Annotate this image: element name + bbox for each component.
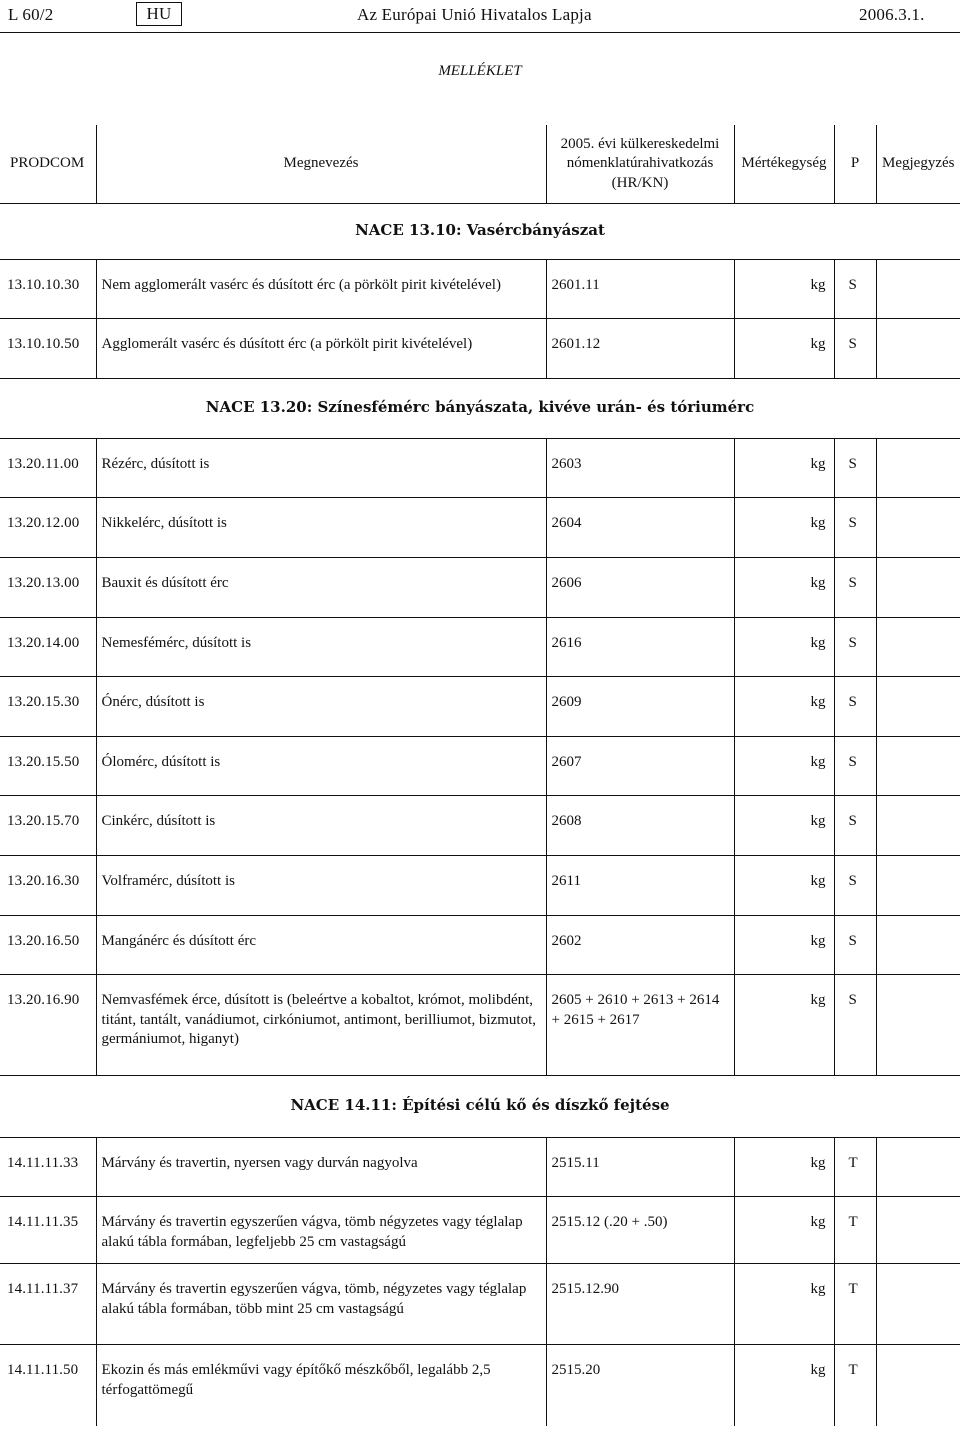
cell-cn: 2616 xyxy=(546,618,734,677)
cell-unit: kg xyxy=(734,618,834,677)
cell-unit: kg xyxy=(734,260,834,319)
page-reference: L 60/2 xyxy=(8,5,54,24)
section-cell xyxy=(0,379,960,439)
cell-p: S xyxy=(834,558,876,618)
table-row xyxy=(0,916,960,975)
table-row xyxy=(0,856,960,916)
section-cell xyxy=(0,1076,960,1138)
table-row xyxy=(0,1345,960,1426)
cell-unit: kg xyxy=(734,737,834,796)
section-title: NACE 14.11: Építési célú kő és díszkő fejtése xyxy=(290,1096,670,1115)
cell-unit: kg xyxy=(734,856,834,916)
cell-desc: Nem agglomerált vasérc és dúsított érc (a pörkölt pirit kivételével) xyxy=(96,260,546,319)
cell-note xyxy=(876,319,960,379)
section-row xyxy=(0,1076,960,1138)
table-row xyxy=(0,319,960,379)
page-header xyxy=(0,0,960,30)
cell-p: S xyxy=(834,975,876,1076)
cell-unit: kg xyxy=(734,1138,834,1197)
cell-p: S xyxy=(834,677,876,737)
annex-title: MELLÉKLET xyxy=(438,63,522,79)
cell-desc: Márvány és travertin, nyersen vagy durván nagyolva xyxy=(96,1138,546,1197)
cell-note xyxy=(876,856,960,916)
table-body xyxy=(0,204,960,1426)
table-row xyxy=(0,737,960,796)
cell-unit: kg xyxy=(734,319,834,379)
cell-note xyxy=(876,558,960,618)
header-unit: Mértékegység xyxy=(734,125,834,204)
cell-unit: kg xyxy=(734,916,834,975)
cell-cn: 2603 xyxy=(546,439,734,498)
cell-note xyxy=(876,1138,960,1197)
cell-desc: Agglomerált vasérc és dúsított érc (a pörkölt pirit kivételével) xyxy=(96,319,546,379)
cell-code: 14.11.11.37 xyxy=(0,1264,96,1345)
cell-desc: Ólomérc, dúsított is xyxy=(96,737,546,796)
prodcom-table xyxy=(0,125,960,1426)
cell-unit: kg xyxy=(734,439,834,498)
cell-desc: Rézérc, dúsított is xyxy=(96,439,546,498)
cell-unit: kg xyxy=(734,1264,834,1345)
cell-p: S xyxy=(834,916,876,975)
cell-note xyxy=(876,439,960,498)
header-p: P xyxy=(834,125,876,204)
table-row xyxy=(0,618,960,677)
header-note: Megjegyzés xyxy=(876,125,960,204)
cell-desc: Ónérc, dúsított is xyxy=(96,677,546,737)
cell-cn: 2609 xyxy=(546,677,734,737)
cell-desc: Mangánérc és dúsított érc xyxy=(96,916,546,975)
cell-cn: 2605 + 2610 + 2613 + 2614 + 2615 + 2617 xyxy=(546,975,734,1076)
cell-cn: 2611 xyxy=(546,856,734,916)
table-row xyxy=(0,796,960,856)
cell-desc: Nikkelérc, dúsított is xyxy=(96,498,546,558)
cell-unit: kg xyxy=(734,677,834,737)
table-row xyxy=(0,260,960,319)
cell-p: S xyxy=(834,737,876,796)
cell-desc: Márvány és travertin egyszerűen vágva, tömb négyzetes vagy téglalap alakú tábla formában, legfeljebb 25 cm vastagságú xyxy=(96,1197,546,1264)
cell-unit: kg xyxy=(734,558,834,618)
cell-cn: 2515.11 xyxy=(546,1138,734,1197)
cell-desc: Márvány és travertin egyszerűen vágva, tömb, négyzetes vagy téglalap alakú tábla formában, több mint 25 cm vastagságú xyxy=(96,1264,546,1345)
cell-p: S xyxy=(834,796,876,856)
cell-note xyxy=(876,975,960,1076)
cell-p: S xyxy=(834,319,876,379)
cell-cn: 2515.12 (.20 + .50) xyxy=(546,1197,734,1264)
table-row xyxy=(0,1264,960,1345)
cell-unit: kg xyxy=(734,1345,834,1426)
cell-desc: Nemesfémérc, dúsított is xyxy=(96,618,546,677)
cell-p: S xyxy=(834,618,876,677)
cell-cn: 2601.12 xyxy=(546,319,734,379)
cell-code: 14.11.11.35 xyxy=(0,1197,96,1264)
cell-code: 14.11.11.50 xyxy=(0,1345,96,1426)
cell-code: 13.20.15.30 xyxy=(0,677,96,737)
cell-desc: Cinkérc, dúsított is xyxy=(96,796,546,856)
language-box: HU xyxy=(136,2,182,26)
cell-note xyxy=(876,677,960,737)
cell-note xyxy=(876,1345,960,1426)
section-title: NACE 13.20: Színesfémérc bányászata, kivéve urán- és tóriumérc xyxy=(205,398,755,417)
cell-p: S xyxy=(834,498,876,558)
cell-p: T xyxy=(834,1345,876,1426)
section-title: NACE 13.10: Vasércbányászat xyxy=(355,221,605,240)
cell-desc: Bauxit és dúsított érc xyxy=(96,558,546,618)
cell-note xyxy=(876,1197,960,1264)
table-row xyxy=(0,498,960,558)
cell-cn: 2607 xyxy=(546,737,734,796)
cell-p: T xyxy=(834,1197,876,1264)
cell-code: 13.20.16.90 xyxy=(0,975,96,1076)
table-row xyxy=(0,1197,960,1264)
cell-unit: kg xyxy=(734,975,834,1076)
header-cn-reference xyxy=(546,125,734,204)
cell-note xyxy=(876,916,960,975)
cell-code: 13.20.16.30 xyxy=(0,856,96,916)
cell-desc: Nemvasfémek érce, dúsított is (beleértve a kobaltot, krómot, molibdént, titánt, tantált, vanádiumot, cirkóniumot, antimont, berilliumot, bizmutot, germániumot, higanyt) xyxy=(96,975,546,1076)
section-cell xyxy=(0,204,960,260)
cell-note xyxy=(876,618,960,677)
header-rule xyxy=(0,32,960,33)
cell-note xyxy=(876,498,960,558)
cell-code: 13.20.13.00 xyxy=(0,558,96,618)
cell-code: 13.10.10.30 xyxy=(0,260,96,319)
cell-p: S xyxy=(834,439,876,498)
cell-cn: 2606 xyxy=(546,558,734,618)
cell-cn: 2601.11 xyxy=(546,260,734,319)
cell-code: 14.11.11.33 xyxy=(0,1138,96,1197)
journal-title: Az Európai Unió Hivatalos Lapja xyxy=(357,5,592,24)
header-cn-line3: (HR/KN) xyxy=(611,174,669,191)
cell-note xyxy=(876,737,960,796)
cell-code: 13.10.10.50 xyxy=(0,319,96,379)
header-prodcom: PRODCOM xyxy=(0,125,96,204)
cell-cn: 2608 xyxy=(546,796,734,856)
cell-code: 13.20.14.00 xyxy=(0,618,96,677)
cell-unit: kg xyxy=(734,796,834,856)
table-header-row xyxy=(0,125,960,204)
cell-cn: 2515.12.90 xyxy=(546,1264,734,1345)
cell-code: 13.20.15.70 xyxy=(0,796,96,856)
cell-p: S xyxy=(834,856,876,916)
cell-unit: kg xyxy=(734,1197,834,1264)
publication-date: 2006.3.1. xyxy=(859,5,925,24)
cell-cn: 2604 xyxy=(546,498,734,558)
cell-note xyxy=(876,796,960,856)
cell-p: T xyxy=(834,1264,876,1345)
header-cn-line1: 2005. évi külkereskedelmi xyxy=(560,135,720,152)
cell-note xyxy=(876,1264,960,1345)
table-row xyxy=(0,558,960,618)
cell-code: 13.20.16.50 xyxy=(0,916,96,975)
header-description: Megnevezés xyxy=(96,125,546,204)
cell-p: T xyxy=(834,1138,876,1197)
section-row xyxy=(0,204,960,260)
cell-p: S xyxy=(834,260,876,319)
table-row xyxy=(0,975,960,1076)
cell-unit: kg xyxy=(734,498,834,558)
cell-code: 13.20.11.00 xyxy=(0,439,96,498)
cell-code: 13.20.15.50 xyxy=(0,737,96,796)
table-row xyxy=(0,1138,960,1197)
section-row xyxy=(0,379,960,439)
cell-code: 13.20.12.00 xyxy=(0,498,96,558)
table-row xyxy=(0,439,960,498)
cell-desc: Volframérc, dúsított is xyxy=(96,856,546,916)
cell-cn: 2515.20 xyxy=(546,1345,734,1426)
header-cn-line2: nómenklatúrahivatkozás xyxy=(566,155,714,172)
table-row xyxy=(0,677,960,737)
cell-cn: 2602 xyxy=(546,916,734,975)
cell-note xyxy=(876,260,960,319)
cell-desc: Ekozin és más emlékművi vagy építőkő mészkőből, legalább 2,5 térfogattömegű xyxy=(96,1345,546,1426)
